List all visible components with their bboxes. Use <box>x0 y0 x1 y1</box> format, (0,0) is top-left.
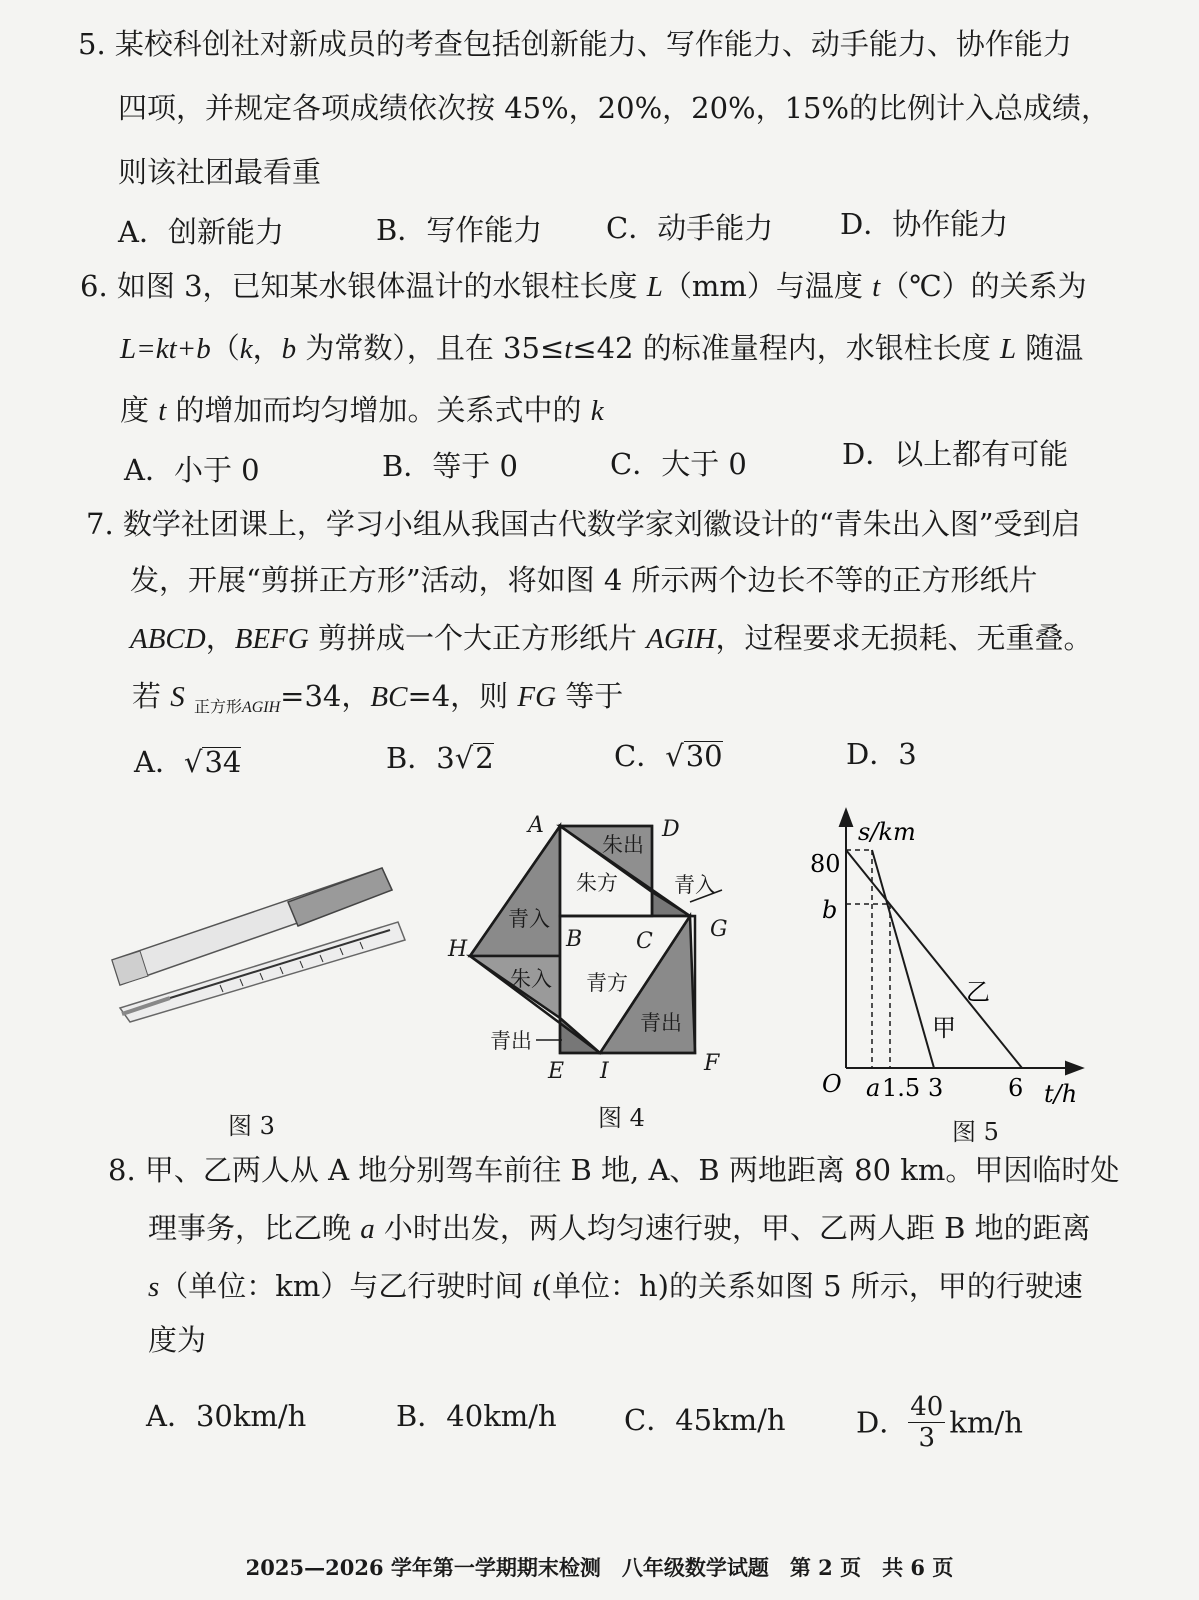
figure-4-caption: 图 4 <box>598 1104 645 1132</box>
figure-5-caption: 图 5 <box>952 1118 999 1146</box>
q7-option-a: A．√34 <box>134 745 242 779</box>
q6-option-b: B．等于 0 <box>382 449 518 483</box>
thermometer-glass <box>120 922 405 1022</box>
label-qing-chu-right: 青出 <box>640 1011 682 1035</box>
point-a: A <box>528 813 544 838</box>
point-i: I <box>600 1059 609 1084</box>
q8-option-c: C．45km/h <box>624 1403 786 1437</box>
q6-option-a: A．小于 0 <box>124 453 260 487</box>
q7-option-d: D．3 <box>846 737 917 771</box>
x-tick-6: 6 <box>1008 1074 1024 1102</box>
label-qing-chu-left: 青出 <box>490 1029 532 1053</box>
q8-line4: 度为 <box>148 1323 207 1357</box>
q8-option-b: B．40km/h <box>396 1399 557 1433</box>
label-qing-fang: 青方 <box>586 971 628 995</box>
y-tick-b: b <box>822 896 838 924</box>
line-jia-label: 甲 <box>932 1014 956 1042</box>
y-tick-80: 80 <box>810 850 841 878</box>
q6-option-d: D．以上都有可能 <box>842 437 1069 471</box>
page-footer: 2025—2026 学年第一学期期末检测 八年级数学试题 第 2 页 共 6 页 <box>245 1555 954 1580</box>
q7-line4: 若 S $_{正方形AGIH}$=34，BC=4，则 FG 等于 <box>132 679 624 716</box>
q6-option-c: C．大于 0 <box>610 447 747 481</box>
x-axis-label: t/h <box>1044 1080 1078 1106</box>
label-zhu-ru: 朱入 <box>510 967 552 991</box>
line-yi-label: 乙 <box>966 978 990 1006</box>
label-zhu-fang: 朱方 <box>576 871 618 895</box>
label-zhu-chu: 朱出 <box>602 833 644 857</box>
figure-3-thermometer <box>100 830 410 1030</box>
figure-5-graph <box>808 806 1088 1106</box>
x-axis-arrow <box>1066 1062 1082 1074</box>
q8-line1: 8. 甲、乙两人从 A 地分别驾车前往 B 地, A、B 两地距离 80 km。甲因临时处 <box>108 1153 1120 1187</box>
figure-3-caption: 图 3 <box>228 1112 275 1140</box>
q5-option-d: D．协作能力 <box>840 207 1009 241</box>
line-jia <box>872 850 934 1068</box>
point-h: H <box>448 937 468 962</box>
point-d: D <box>662 817 680 842</box>
q8-line2: 理事务，比乙晚 a 小时出发，两人均匀速行驶，甲、乙两人距 B 地的距离 <box>148 1211 1091 1245</box>
point-c: C <box>636 929 653 954</box>
x-tick-1-5: 1.5 <box>882 1074 921 1102</box>
q7-option-c: C．√30 <box>614 739 723 773</box>
q5-line3: 则该社团最看重 <box>118 155 322 189</box>
x-tick-a: a <box>866 1074 881 1102</box>
q5-line2: 四项，并规定各项成绩依次按 45%，20%，20%，15%的比例计入总成绩， <box>118 91 1111 125</box>
y-axis-label: s/km <box>858 818 916 846</box>
q5-option-c: C．动手能力 <box>606 211 774 245</box>
point-e: E <box>548 1059 565 1084</box>
figure-4-diagram <box>440 808 750 1098</box>
q8-option-a: A．30km/h <box>146 1399 307 1433</box>
q7-line1: 7. 数学社团课上，学习小组从我国古代数学家刘徽设计的“青朱出入图”受到启 <box>86 507 1081 541</box>
point-f: F <box>704 1051 720 1076</box>
q6-line2: L=kt+b（k，b 为常数），且在 35≤t≤42 的标准量程内，水银柱长度 L 随温 <box>120 331 1084 365</box>
q5-option-b: B．写作能力 <box>376 213 543 247</box>
label-qing-ru-right: 青入 <box>674 873 716 897</box>
point-b: B <box>566 927 583 952</box>
y-axis-arrow <box>840 810 852 826</box>
q6-line3: 度 t 的增加而均匀增加。关系式中的 k <box>120 393 604 427</box>
label-qing-ru-left: 青入 <box>508 907 550 931</box>
q5-line1: 5. 某校科创社对新成员的考查包括创新能力、写作能力、动手能力、协作能力 <box>78 27 1072 61</box>
origin-label: O <box>822 1070 842 1098</box>
q7-line3: ABCD，BEFG 剪拼成一个大正方形纸片 AGIH，过程要求无损耗、无重叠。 <box>130 621 1093 655</box>
x-tick-3: 3 <box>928 1074 944 1102</box>
q8-option-d: D． $\frac{40}{3}$ km/h <box>856 1392 1023 1453</box>
q5-option-a: A．创新能力 <box>118 215 284 249</box>
q6-line1: 6. 如图 3，已知某水银体温计的水银柱长度 L（mm）与温度 t（℃）的关系为 <box>80 269 1087 303</box>
q7-option-b: B．3√2 <box>386 741 494 775</box>
q8-line3: s（单位：km）与乙行驶时间 t(单位：h)的关系如图 5 所示，甲的行驶速 <box>148 1269 1083 1303</box>
q7-line2: 发，开展“剪拼正方形”活动，将如图 4 所示两个边长不等的正方形纸片 <box>130 563 1038 597</box>
point-g: G <box>710 917 728 942</box>
